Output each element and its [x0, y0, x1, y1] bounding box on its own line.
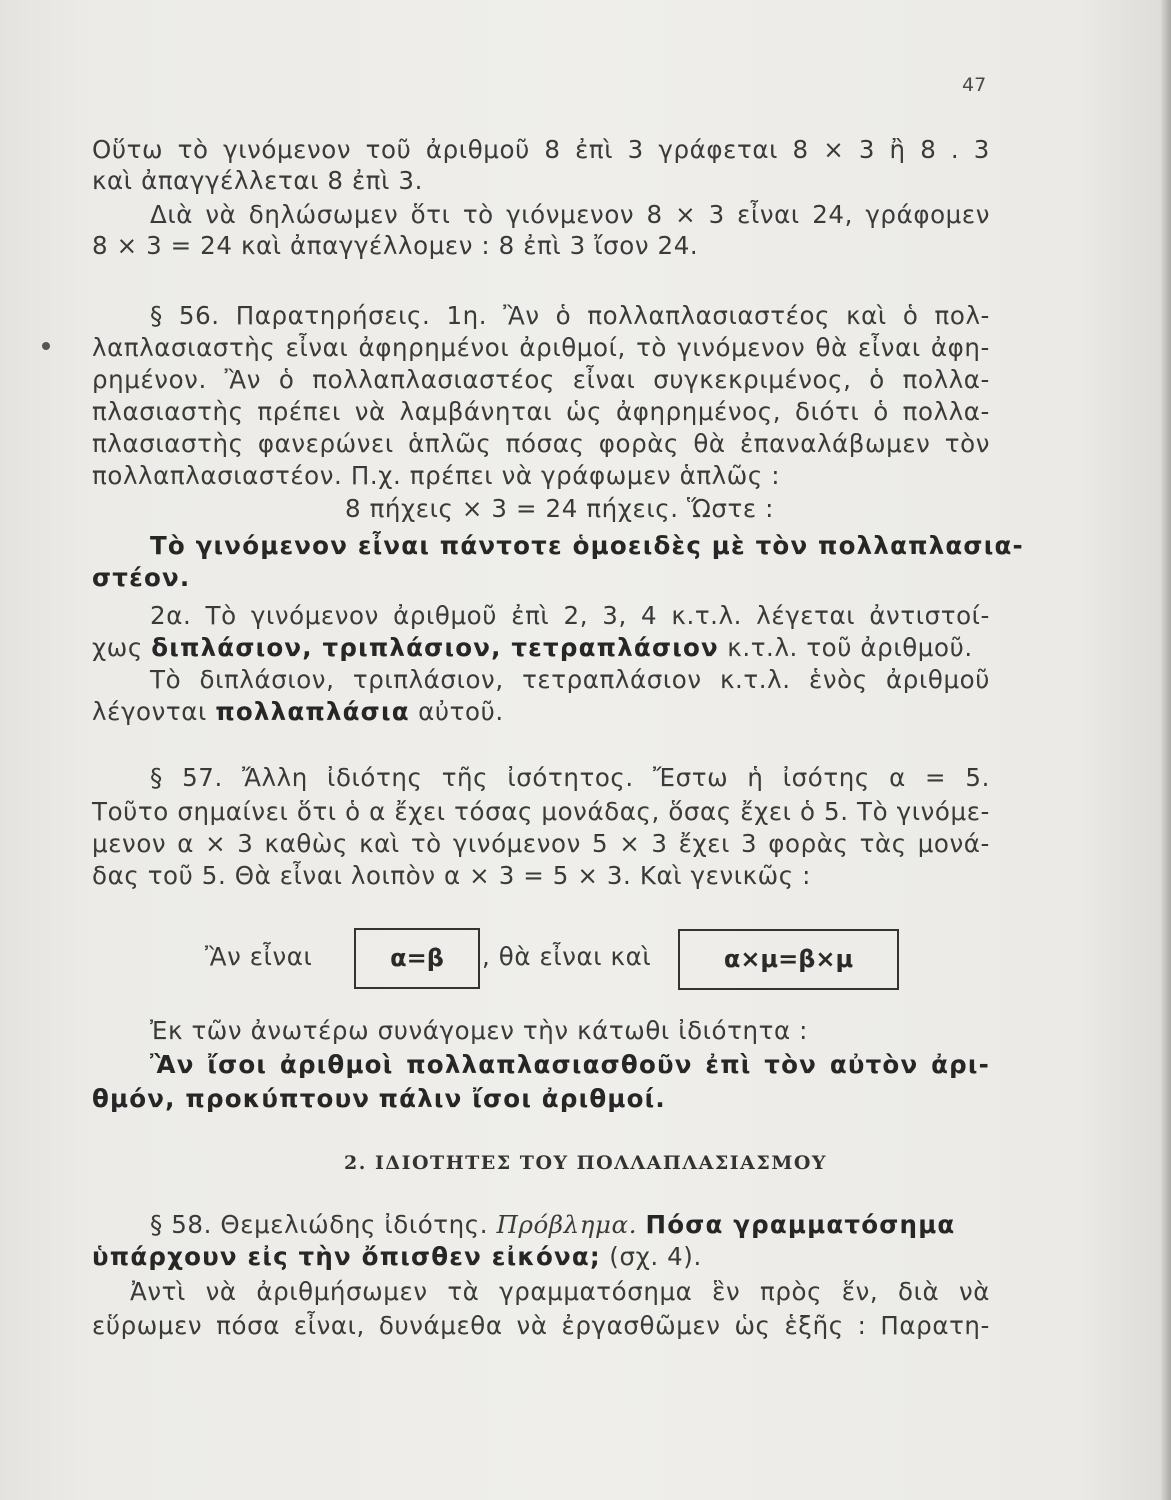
rule-1-line: Τὸ γινόμενον εἶναι πάντοτε ὁμοειδὲς μὲ τὸν πολλαπλασια-	[150, 531, 1024, 560]
text-line: μενον α × 3 καθὼς καὶ τὸ γινόμενον 5 × 3 ἔχει 3 φορὰς τὰς μονά-	[92, 829, 990, 858]
bold-term: θμόν, προκύπτουν	[92, 1084, 371, 1113]
text-line: πλασιαστὴς φανερώνει ἁπλῶς πόσας φορὰς θὰ ἐπαναλάβωμεν τὸν	[92, 429, 990, 458]
section-56-heading-line: § 56. Παρατηρήσεις. 1η. Ἂν ὁ πολλαπλασιαστέος καὶ ὁ πολ-	[150, 301, 990, 330]
formula-box-product: α×μ=β×μ	[678, 929, 899, 990]
text-line: δας τοῦ 5. Θὰ εἶναι λοιπὸν α × 3 = 5 × 3. Καὶ γενικῶς :	[92, 861, 812, 890]
text-fragment: κ.τ.λ. τοῦ ἀριθμοῦ.	[727, 633, 973, 662]
text-line: Ἀντὶ νὰ ἀριθμήσωμεν τὰ γραμματόσημα ἓν πρὸς ἕν, διὰ νὰ	[130, 1277, 990, 1306]
rule-2-line	[92, 1083, 990, 1114]
text-line: καὶ ἀπαγγέλλεται 8 ἐπὶ 3.	[92, 166, 423, 195]
text-line: 8 × 3 = 24 καὶ ἀπαγγέλλομεν : 8 ἐπὶ 3 ἴσον 24.	[92, 231, 699, 260]
text-line	[92, 632, 990, 663]
text-line: πλασιαστὴς πρέπει νὰ λαμβάνηται ὡς ἀφηρημένος, διότι ὁ πολλα-	[92, 397, 990, 426]
text-fragment: χως	[92, 633, 143, 662]
text-line: ρημένον. Ἂν ὁ πολλαπλασιαστέος εἶναι συγκεκριμένος, ὁ πολλα-	[92, 365, 990, 394]
rule-1-line: στέον.	[92, 563, 191, 592]
text-line	[92, 1241, 990, 1272]
text-line: Τοῦτο σημαίνει ὅτι ὁ α ἔχει τόσας μονάδας, ὅσας ἔχει ὁ 5. Τὸ γινόμε-	[92, 797, 990, 826]
text-line: Ἐκ τῶν ἀνωτέρω συνάγομεν τὴν κάτωθι ἰδιότητα :	[150, 1016, 808, 1045]
text-line: Διὰ νὰ δηλώσωμεν ὅτι τὸ γιόνμενον 8 × 3 εἶναι 24, γράφομεν	[150, 200, 990, 229]
section-58-heading-line	[150, 1209, 990, 1240]
bold-term: ὑπάρχουν εἰς τὴν ὄπισθεν εἰκόνα;	[92, 1242, 601, 1271]
italic-term: Πρόβλημα.	[496, 1210, 638, 1239]
page-number: 47	[962, 74, 987, 96]
text-line: πολλαπλασιαστέον. Π.χ. πρέπει νὰ γράφωμεν ἁπλῶς :	[92, 461, 781, 490]
section-heading: 2. ΙΔΙΟΤΗΤΕΣ ΤΟΥ ΠΟΛΛΑΠΛΑΣΙΑΣΜΟΥ	[344, 1152, 827, 1174]
bold-term: πολλαπλάσια	[215, 697, 410, 726]
bold-term: πάλιν ἴσοι ἀριθμοί.	[378, 1084, 666, 1113]
page-edge	[1161, 0, 1171, 1500]
text-line: λαπλασιαστὴς εἶναι ἀφηρημένοι ἀριθμοί, τὸ γινόμενον θὰ εἶναι ἀφη-	[92, 333, 990, 362]
text-line: Οὕτω τὸ γινόμενον τοῦ ἀριθμοῦ 8 ἐπὶ 3 γράφεται 8 × 3 ἢ 8 . 3	[92, 135, 990, 164]
text-fragment: (σχ. 4).	[609, 1242, 702, 1271]
text-fragment: αὐτοῦ.	[418, 697, 504, 726]
text-line: 2α. Τὸ γινόμενον ἀριθμοῦ ἐπὶ 2, 3, 4 κ.τ.λ. λέγεται ἀντιστοί-	[150, 601, 990, 630]
formula-if-text: Ἂν εἶναι	[205, 942, 313, 971]
text-line	[92, 696, 990, 727]
text-line: Τὸ διπλάσιον, τριπλάσιον, τετραπλάσιον κ.τ.λ. ἑνὸς ἀριθμοῦ	[150, 665, 990, 694]
section-57-heading-line: § 57. Ἄλλη ἰδιότης τῆς ἰσότητος. Ἔστω ἡ ἰσότης α = 5.	[150, 763, 990, 792]
rule-2-line: Ἂν ἴσοι ἀριθμοὶ πολλαπλασιασθοῦν ἐπὶ τὸν αὐτὸν ἀρι-	[150, 1050, 990, 1079]
bold-term: Πόσα γραμματόσημα	[645, 1210, 956, 1239]
text-fragment: λέγονται	[92, 697, 207, 726]
text-fragment: § 58. Θεμελιώδης ἰδιότης.	[150, 1210, 489, 1239]
example-line: 8 πήχεις × 3 = 24 πήχεις. Ὥστε :	[345, 494, 774, 523]
formula-then-text: , θὰ εἶναι καὶ	[482, 942, 652, 971]
text-line: εὕρωμεν πόσα εἶναι, δυνάμεθα νὰ ἐργασθῶμεν ὡς ἑξῆς : Παρατη-	[92, 1311, 990, 1340]
margin-mark	[42, 342, 50, 350]
bold-term: διπλάσιον, τριπλάσιον, τετραπλάσιον	[151, 633, 719, 662]
formula-box-equality: α=β	[354, 928, 480, 989]
